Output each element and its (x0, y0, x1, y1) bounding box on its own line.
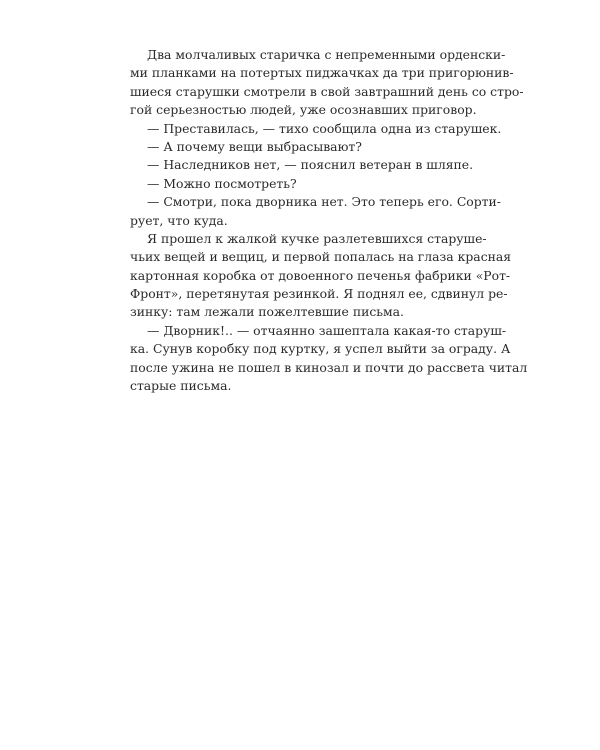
text-line: Я прошел к жалкой кучке разлетевшихся старуше- (147, 230, 487, 246)
text-line: — Можно посмотреть? (147, 175, 297, 191)
text-line: ка. Сунув коробку под куртку, я успел выйти за ограду. А (130, 341, 511, 357)
paragraph-6 (130, 193, 501, 230)
text-line: картонная коробка от довоенного печенья фабрики «Рот- (130, 267, 511, 283)
paragraph-2 (130, 120, 502, 138)
text-line: старые письма. (130, 378, 232, 394)
text-line: Два молчаливых старичка с непременными орденски- (147, 47, 506, 62)
page-text (130, 46, 528, 395)
paragraph-3 (130, 138, 470, 156)
text-line: — Смотри, пока дворника нет. Это теперь его. Сорти- (147, 194, 501, 210)
paragraph-7 (130, 230, 512, 322)
text-line: чьих вещей и вещиц, и первой попалась на глаза красная (130, 249, 512, 265)
paragraph-4 (130, 156, 474, 174)
paragraph-1 (130, 46, 524, 120)
text-line: ми планками на потертых пиджачках да три пригорюнив- (130, 65, 514, 81)
text-line: Фронт», перетянутая резинкой. Я поднял ее, сдвинул ре- (130, 286, 508, 302)
text-line: — Преставилась, — тихо сообщила одна из старушек. (147, 120, 502, 136)
text-line: после ужина не пошел в кинозал и почти до рассвета читал (130, 359, 528, 375)
text-line: гой серьезностью людей, уже осознавших приговор. (130, 102, 477, 118)
text-line: зинку: там лежали пожелтевшие письма. (130, 304, 404, 320)
paragraph-8 (130, 322, 528, 396)
paragraph-5 (130, 175, 470, 193)
text-line: шиеся старушки смотрели в свой завтрашний день со стро- (130, 83, 524, 99)
text-line: рует, что куда. (130, 212, 228, 228)
text-line: — А почему вещи выбрасывают? (147, 138, 362, 154)
text-line: — Наследников нет, — пояснил ветеран в шляпе. (147, 157, 474, 173)
text-line: — Дворник!.. — отчаянно зашептала какая-то старуш- (147, 322, 507, 338)
